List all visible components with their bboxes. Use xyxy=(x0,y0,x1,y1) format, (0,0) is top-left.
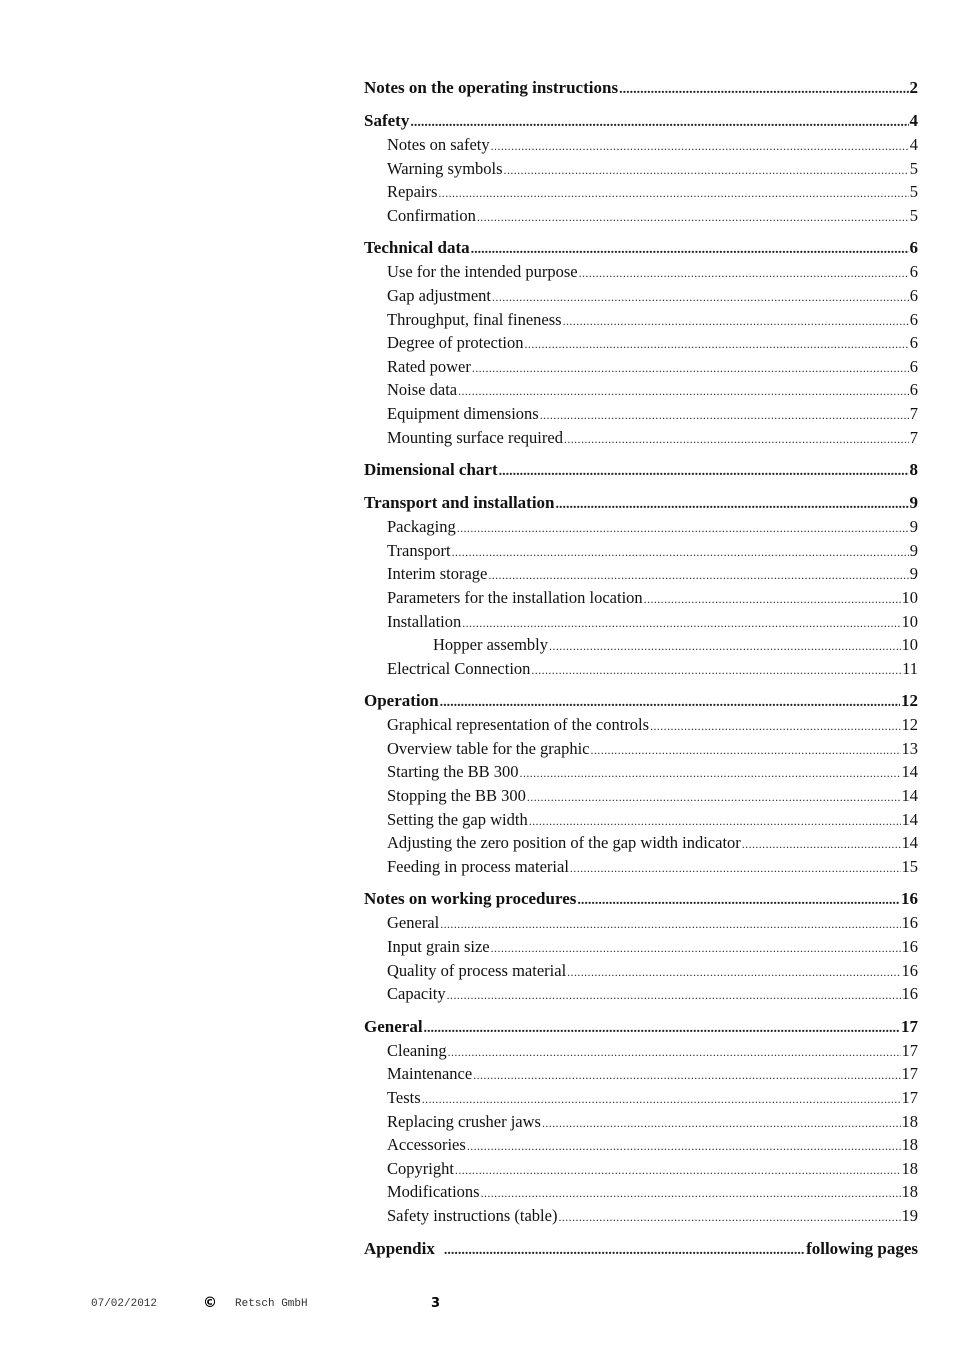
toc-entry-title: Feeding in process material xyxy=(387,856,569,876)
toc-entry-title: Maintenance xyxy=(387,1064,473,1084)
toc-appendix[interactable] xyxy=(364,1238,918,1262)
toc-entry-title: Noise data xyxy=(387,380,458,400)
toc-dot-leader xyxy=(455,1160,901,1182)
toc-entry-title: Modifications xyxy=(387,1182,480,1202)
toc-entry-title: Overview table for the graphic xyxy=(387,738,590,758)
toc-dot-leader xyxy=(491,938,901,960)
toc-dot-leader xyxy=(488,565,908,587)
toc-entry-page: 15 xyxy=(901,856,918,876)
toc-subentry[interactable] xyxy=(364,134,918,158)
toc-subentry[interactable] xyxy=(364,634,918,658)
toc-entry-title: Notes on safety xyxy=(387,135,490,154)
toc-dot-leader xyxy=(410,112,908,134)
toc-dot-leader xyxy=(563,311,909,333)
toc-dot-leader xyxy=(422,1089,901,1111)
toc-dot-leader xyxy=(471,239,909,261)
toc-entry-page: 6 xyxy=(909,356,918,376)
toc-section xyxy=(364,110,918,228)
toc-entry-page: 6 xyxy=(909,238,918,258)
toc-entry-page: 8 xyxy=(909,460,918,480)
toc-dot-leader xyxy=(499,461,909,483)
toc-subentry[interactable] xyxy=(364,205,918,229)
toc-entry-title: Copyright xyxy=(387,1158,454,1178)
toc-dot-leader xyxy=(558,1207,900,1229)
toc-dot-leader xyxy=(525,334,909,356)
toc-entry-page: 16 xyxy=(901,937,918,957)
page-footer xyxy=(0,1296,954,1312)
toc-dot-leader xyxy=(527,787,901,809)
toc-entry-page: 11 xyxy=(902,658,918,678)
toc-dot-leader xyxy=(577,890,900,912)
toc-entry-title: General xyxy=(387,913,440,933)
toc-dot-leader xyxy=(531,660,901,682)
table-of-contents xyxy=(364,77,918,1262)
toc-subentry[interactable] xyxy=(364,1111,918,1135)
toc-entry-title: Electrical Connection xyxy=(387,658,531,678)
toc-entry-title: Graphical representation of the controls xyxy=(387,715,650,735)
toc-entry-page: 12 xyxy=(901,691,918,711)
toc-entry-title: Accessories xyxy=(387,1135,466,1155)
toc-subentry[interactable] xyxy=(364,714,918,738)
toc-entry-page: 10 xyxy=(901,611,918,631)
toc-subentry[interactable] xyxy=(364,587,918,611)
toc-subentry[interactable] xyxy=(364,540,918,564)
toc-entry-title: Appendix xyxy=(364,1238,435,1258)
toc-entry-title: Adjusting the zero position of the gap width indicator xyxy=(387,833,741,853)
toc-subentry[interactable] xyxy=(364,285,918,309)
toc-subentry[interactable] xyxy=(364,738,918,762)
toc-entry-page: 7 xyxy=(909,403,918,423)
toc-subentry[interactable] xyxy=(364,1063,918,1087)
toc-entry-page: 2 xyxy=(909,78,918,97)
toc-entry-title: Dimensional chart xyxy=(364,460,498,480)
toc-subentry[interactable] xyxy=(364,983,918,1007)
toc-dot-leader xyxy=(473,1065,900,1087)
toc-section xyxy=(364,888,918,1006)
toc-dot-leader xyxy=(491,136,909,158)
toc-entry-title: General xyxy=(364,1016,423,1036)
toc-entry-title: Equipment dimensions xyxy=(387,403,539,423)
toc-entry-page: 9 xyxy=(909,540,918,560)
toc-entry-page: 10 xyxy=(901,587,918,607)
toc-dot-leader xyxy=(549,636,900,658)
toc-dot-leader xyxy=(492,287,909,309)
toc-entry-title: Gap adjustment xyxy=(387,285,492,305)
toc-subentry[interactable] xyxy=(364,785,918,809)
toc-entry-title: Warning symbols xyxy=(387,158,503,178)
toc-entry-page: following pages xyxy=(806,1238,918,1258)
toc-dot-leader xyxy=(520,763,901,785)
toc-entry-page: 16 xyxy=(901,960,918,980)
toc-heading[interactable] xyxy=(364,459,918,483)
toc-subentry[interactable] xyxy=(364,1181,918,1205)
toc-entry-page: 14 xyxy=(901,762,918,782)
footer-page-number: 3 xyxy=(431,1296,441,1311)
toc-entry-page: 17 xyxy=(901,1040,918,1060)
toc-entry-page: 18 xyxy=(901,1182,918,1202)
toc-subentry[interactable] xyxy=(364,427,918,451)
toc-entry-title: Input grain size xyxy=(387,937,490,957)
toc-entry-page: 14 xyxy=(901,809,918,829)
toc-subentry[interactable] xyxy=(364,563,918,587)
toc-entry-title: Tests xyxy=(387,1088,421,1107)
toc-entry-page: 13 xyxy=(901,738,918,758)
toc-entry-page: 5 xyxy=(909,182,918,202)
toc-entry-page: 16 xyxy=(901,984,918,1004)
toc-entry-page: 7 xyxy=(909,427,918,447)
toc-entry-title: Safety instructions (table) xyxy=(387,1205,558,1225)
footer-date: 07/02/2012 xyxy=(91,1298,158,1310)
toc-entry-title: Operation xyxy=(364,691,439,711)
toc-subentry[interactable] xyxy=(364,1134,918,1158)
toc-entry-title: Cleaning xyxy=(387,1040,447,1060)
toc-dot-leader xyxy=(452,542,909,564)
toc-entry-page: 5 xyxy=(909,158,918,178)
toc-entry-page: 16 xyxy=(901,889,918,909)
toc-dot-leader xyxy=(504,160,909,182)
toc-subentry[interactable] xyxy=(364,658,918,682)
toc-entry-title: Capacity xyxy=(387,984,446,1004)
toc-dot-leader xyxy=(462,613,900,635)
toc-subentry[interactable] xyxy=(364,181,918,205)
toc-heading[interactable] xyxy=(364,77,918,101)
toc-entry-page: 6 xyxy=(909,262,918,282)
toc-subentry[interactable] xyxy=(364,158,918,182)
toc-subentry[interactable] xyxy=(364,761,918,785)
toc-entry-page: 10 xyxy=(901,635,918,655)
toc-dot-leader xyxy=(542,1113,901,1135)
toc-heading[interactable] xyxy=(364,690,918,714)
toc-subentry[interactable] xyxy=(364,379,918,403)
toc-entry-title: Mounting surface required xyxy=(387,427,563,447)
toc-entry-title: Parameters for the installation location xyxy=(387,587,643,607)
toc-subentry[interactable] xyxy=(364,809,918,833)
toc-dot-leader xyxy=(540,405,909,427)
toc-dot-leader xyxy=(477,207,909,229)
toc-dot-leader xyxy=(742,834,901,856)
toc-entry-page: 14 xyxy=(901,786,918,806)
toc-subentry[interactable] xyxy=(364,912,918,936)
toc-section xyxy=(364,237,918,450)
toc-entry-page: 12 xyxy=(901,715,918,735)
toc-entry-page: 17 xyxy=(901,1064,918,1084)
toc-entry-title: Repairs xyxy=(387,182,438,202)
toc-dot-leader xyxy=(591,740,901,762)
toc-dot-leader xyxy=(458,381,909,403)
toc-entry-title: Notes on working procedures xyxy=(364,889,577,909)
toc-entry-page: 9 xyxy=(909,517,918,537)
toc-subentry[interactable] xyxy=(364,261,918,285)
toc-entry-title: Transport and installation xyxy=(364,493,555,513)
toc-section xyxy=(364,690,918,879)
toc-entry-page: 14 xyxy=(901,833,918,853)
toc-entry-page: 6 xyxy=(909,285,918,305)
toc-entry-title: Interim storage xyxy=(387,564,488,584)
toc-entry-title: Replacing crusher jaws xyxy=(387,1111,541,1131)
toc-entry-page: 9 xyxy=(909,493,918,513)
toc-subentry[interactable] xyxy=(364,516,918,540)
toc-entry-page: 4 xyxy=(909,135,918,154)
toc-heading[interactable] xyxy=(364,492,918,516)
toc-dot-leader xyxy=(457,518,909,540)
toc-entry-title: Installation xyxy=(387,611,462,631)
toc-section xyxy=(364,459,918,483)
toc-entry-page: 16 xyxy=(901,913,918,933)
toc-dot-leader xyxy=(424,1018,900,1040)
toc-dot-leader xyxy=(579,263,909,285)
toc-entry-page: 5 xyxy=(909,205,918,225)
toc-dot-leader xyxy=(440,692,900,714)
toc-subentry[interactable] xyxy=(364,1158,918,1182)
toc-entry-page: 18 xyxy=(901,1111,918,1131)
toc-subentry[interactable] xyxy=(364,611,918,635)
toc-heading[interactable] xyxy=(364,237,918,261)
toc-subentry[interactable] xyxy=(364,856,918,880)
toc-entry-title: Hopper assembly xyxy=(433,635,549,655)
toc-dot-leader xyxy=(619,79,908,101)
toc-entry-page: 17 xyxy=(901,1016,918,1036)
toc-dot-leader xyxy=(444,1240,805,1262)
toc-subentry[interactable] xyxy=(364,1205,918,1229)
toc-entry-page: 9 xyxy=(909,564,918,584)
toc-entry-title: Packaging xyxy=(387,517,456,537)
toc-dot-leader xyxy=(564,429,909,451)
toc-entry-title: Notes on the operating instructions xyxy=(364,78,619,97)
toc-dot-leader xyxy=(556,494,909,516)
toc-entry-page: 19 xyxy=(901,1205,918,1225)
toc-entry-page: 18 xyxy=(901,1135,918,1155)
toc-subentry[interactable] xyxy=(364,403,918,427)
toc-entry-title: Throughput, final fineness xyxy=(387,309,562,329)
toc-entry-title: Transport xyxy=(387,540,451,560)
toc-entry-title: Safety xyxy=(364,111,410,130)
toc-entry-title: Setting the gap width xyxy=(387,809,528,829)
toc-dot-leader xyxy=(438,183,908,205)
toc-entry-page: 17 xyxy=(901,1088,918,1107)
toc-heading[interactable] xyxy=(364,888,918,912)
toc-heading[interactable] xyxy=(364,110,918,134)
toc-subentry[interactable] xyxy=(364,960,918,984)
toc-dot-leader xyxy=(570,858,901,880)
copyright-icon: © xyxy=(203,1295,217,1311)
toc-subentry[interactable] xyxy=(364,1087,918,1111)
toc-subentry[interactable] xyxy=(364,1040,918,1064)
toc-subentry[interactable] xyxy=(364,332,918,356)
toc-entry-title: Use for the intended purpose xyxy=(387,262,578,282)
toc-entry-page: 6 xyxy=(909,380,918,400)
toc-entry-page: 6 xyxy=(909,333,918,353)
footer-company: Retsch GmbH xyxy=(235,1298,308,1310)
toc-dot-leader xyxy=(650,716,900,738)
toc-dot-leader xyxy=(448,1042,901,1064)
toc-dot-leader xyxy=(440,914,900,936)
toc-subentry[interactable] xyxy=(364,832,918,856)
toc-entry-title: Rated power xyxy=(387,356,471,376)
toc-section xyxy=(364,492,918,681)
toc-heading[interactable] xyxy=(364,1016,918,1040)
toc-dot-leader xyxy=(644,589,901,611)
toc-entry-page: 4 xyxy=(909,111,918,130)
toc-dot-leader xyxy=(447,985,901,1007)
toc-entry-title: Confirmation xyxy=(387,205,476,225)
toc-dot-leader xyxy=(567,962,900,984)
toc-dot-leader xyxy=(481,1183,901,1205)
toc-section xyxy=(364,77,918,101)
toc-entry-page: 6 xyxy=(909,309,918,329)
toc-entry-title: Stopping the BB 300 xyxy=(387,786,526,806)
toc-entry-title: Technical data xyxy=(364,238,470,258)
toc-entry-page: 18 xyxy=(901,1158,918,1178)
toc-subentry[interactable] xyxy=(364,936,918,960)
toc-dot-leader xyxy=(529,811,901,833)
toc-entry-title: Degree of protection xyxy=(387,333,524,353)
toc-entry-title: Starting the BB 300 xyxy=(387,762,519,782)
toc-dot-leader xyxy=(467,1136,901,1158)
toc-entry-title: Quality of process material xyxy=(387,960,567,980)
toc-section xyxy=(364,1016,918,1229)
toc-dot-leader xyxy=(472,358,909,380)
toc-subentry[interactable] xyxy=(364,309,918,333)
toc-subentry[interactable] xyxy=(364,356,918,380)
